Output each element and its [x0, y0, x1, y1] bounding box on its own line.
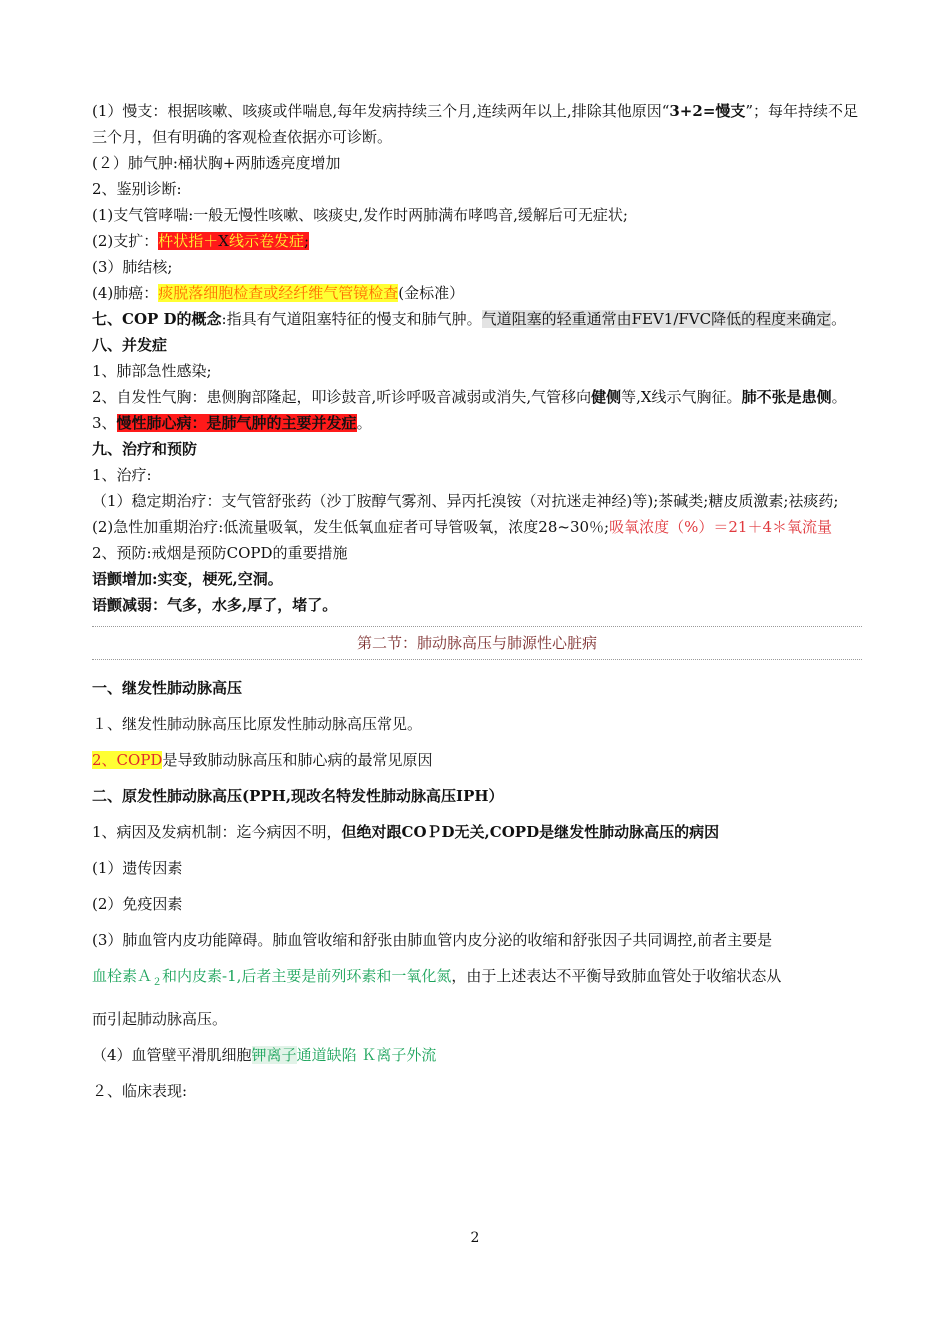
section-title: 第二节：肺动脉高压与肺源性心脏病 [356, 634, 597, 652]
section-divider-bottom [92, 659, 862, 660]
heading-treatment: 九、治疗和预防 [92, 440, 198, 458]
paragraph-secondary-common: １、继发性肺动脉高压比原发性肺动脉高压常见。 [92, 715, 423, 733]
paragraph-etiology: 1、病因及发病机制：迄今病因不明，但绝对跟COＰD无关,COPD是继发性肺动脉高压的病因 [92, 823, 720, 841]
paragraph-stable-treatment: （1）稳定期治疗：支气管舒张药（沙丁胺醇气雾剂、异丙托溴铵（对抗迷走神经)等);茶碱类;糖皮质激素;祛痰药; [92, 492, 839, 510]
paragraph-endothelial: (3）肺血管内皮功能障碍。肺血管收缩和舒张由肺血管内皮分泌的收缩和舒张因子共同调控,前者主要是 [92, 931, 773, 949]
heading-differential-diagnosis: 2、鉴别诊断: [92, 180, 182, 198]
paragraph-potassium: （4）血管壁平滑肌细胞钾离子通道缺陷 Ｋ离子外流 [92, 1046, 437, 1064]
paragraph-immune: (2）免疫因素 [92, 895, 183, 913]
paragraph-emphysema: (２）肺气肿:桶状胸+两肺透亮度增加 [92, 154, 341, 172]
paragraph-tuberculosis: (3）肺结核; [92, 258, 173, 276]
paragraph-asthma: (1)支气管哮喘:一般无慢性咳嗽、咳痰史,发作时两肺满布哮鸣音,缓解后可无症状; [92, 206, 628, 224]
paragraph-fremitus-increase: 语颤增加:实变，梗死,空洞。 [92, 570, 283, 588]
heading-secondary-pah: 一、继发性肺动脉高压 [92, 679, 243, 697]
page-number: 2 [470, 1230, 480, 1246]
paragraph-lung-cancer: (4)肺癌：痰脱落细胞检查或经纤维气管镜检查(金标准） [92, 284, 465, 302]
paragraph-treatment: 1、治疗: [92, 466, 152, 484]
paragraph-copd-cause: 2、COPD是导致肺动脉高压和肺心病的最常见原因 [92, 751, 433, 769]
paragraph-acute-treatment: (2)急性加重期治疗:低流量吸氧，发生低氧血症者可导管吸氧，浓度28~30％;吸氧浓度（%）＝21＋4＊氧流量 [92, 518, 832, 536]
paragraph-pneumothorax: 2、自发性气胸：患侧胸部隆起，叩诊鼓音,听诊呼吸音减弱或消失,气管移向健侧等,X线示气胸征。肺不张是患侧。 [92, 388, 847, 406]
heading-primary-pah: 二、原发性肺动脉高压(PPH,现改名特发性肺动脉高压IPH） [92, 787, 504, 805]
oxygen-formula: 吸氧浓度（%）＝21＋4＊氧流量 [609, 518, 832, 536]
paragraph-infection: 1、肺部急性感染; [92, 362, 212, 380]
heading-clinical: ２、临床表现: [92, 1082, 188, 1100]
paragraph-endothelial-end: 而引起肺动脉高压。 [92, 1010, 228, 1028]
highlight-clubbing: 杵状指＋ [158, 232, 219, 250]
heading-complications: 八、并发症 [92, 336, 168, 354]
highlight-cor-pulmonale: 慢性肺心病：是肺气肿的主要并发症 [116, 414, 357, 432]
paragraph-cor-pulmonale: 3、慢性肺心病：是肺气肿的主要并发症。 [92, 414, 372, 432]
highlight-copd: 2、COPD [92, 751, 163, 769]
page-content [92, 98, 862, 1109]
paragraph-bronchiectasis: (2)支扩：杵状指＋X线示卷发症; [92, 232, 310, 250]
paragraph-chronic-bronchitis: (1）慢支：根据咳嗽、咳痰或伴喘息,每年发病持续三个月,连续两年以上,排除其他原因“3+2=慢支”；每年持续不足三个月，但有明确的客观检查依据亦可诊断。 [92, 102, 859, 146]
paragraph-prevention: 2、预防:戒烟是预防COPD的重要措施 [92, 544, 348, 562]
highlight-potassium: 钾离子 [251, 1046, 297, 1064]
section-divider-top [92, 626, 862, 627]
highlight-gold-standard: 痰脱落细胞检查或经纤维气管镜检查 [158, 284, 399, 302]
paragraph-endothelial-cont: 血栓素Ａ$_2$和内皮素-1,后者主要是前列环素和一氧化氮，由于上述表达不平衡导致肺血管处于收缩状态从 [92, 967, 782, 988]
paragraph-genetic: (1）遗传因素 [92, 859, 183, 877]
paragraph-fremitus-decrease: 语颤减弱：气多，水多,厚了，堵了。 [92, 596, 338, 614]
paragraph-copd-concept: 七、COP D的概念:指具有气道阻塞特征的慢支和肺气肿。气道阻塞的轻重通常由FEV1/FVC降低的程度来确定。 [92, 310, 847, 328]
highlight-fev1-fvc: 气道阻塞的轻重通常由FEV1/FVC降低的程度来确定 [481, 310, 832, 328]
